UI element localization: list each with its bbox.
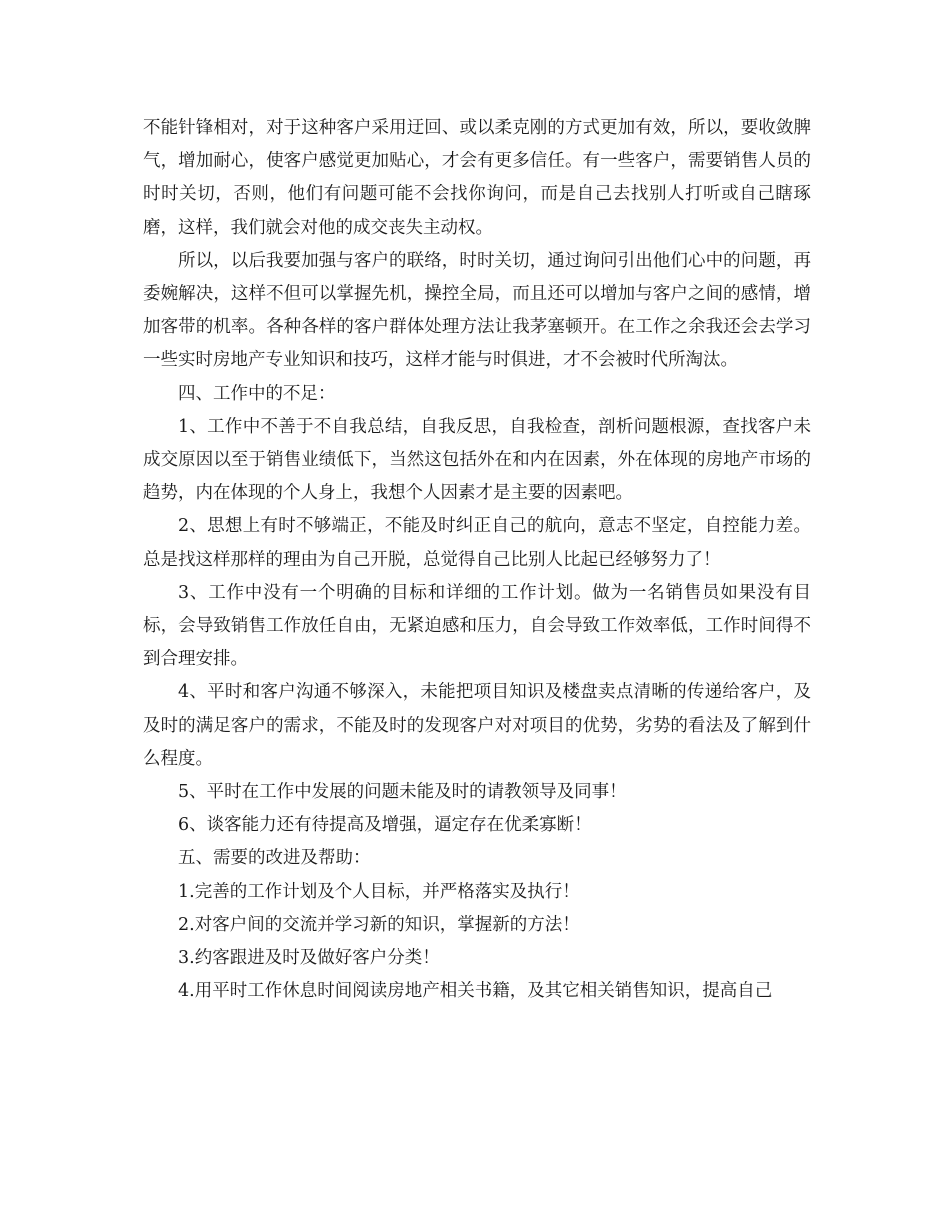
section-heading-shortcomings: 四、工作中的不足： — [178, 383, 336, 404]
shortcoming-item-2: 2、思想上有时不够端正，不能及时纠正自己的航向，意志不坚定，自控能力差。总是找这样那样的理由为自己开脱，总觉得自己比别人比起已经够努力了！ — [143, 516, 811, 570]
section-heading-improvements: 五、需要的改进及帮助： — [178, 848, 371, 869]
shortcoming-item-6: 6、谈客能力还有待提高及增强，逼定存在优柔寡断！ — [178, 815, 592, 836]
shortcoming-item-4: 4、平时和客户沟通不够深入，未能把项目知识及楼盘卖点清晰的传递给客户，及及时的满足客户的需求，不能及时的发现客户对对项目的优势，劣势的看法及了解到什么程度。 — [143, 682, 811, 769]
shortcoming-item-3: 3、工作中没有一个明确的目标和详细的工作计划。做为一名销售员如果没有目标，会导致销售工作放任自由，无紧迫感和压力，自会导致工作效率低，工作时间得不到合理安排。 — [143, 582, 811, 670]
improvement-item-2: 2.对客户间的交流并学习新的知识，掌握新的方法！ — [178, 914, 580, 935]
paragraph-contact-plan: 所以，以后我要加强与客户的联络，时时关切，通过询问引出他们心中的问题，再委婉解决，这样不但可以掌握先机，操控全局，而且还可以增加与客户之间的感情，增加客带的机率。各种各样的客户群体处理方法让我茅塞顿开。在工作之余我还会去学习一些实时房地产专业知识和技巧，这样才能与时俱进，才不会被时代所淘汰。 — [143, 250, 811, 371]
improvement-item-1: 1.完善的工作计划及个人目标，并严格落实及执行！ — [178, 881, 580, 902]
shortcoming-item-5: 5、平时在工作中发展的问题未能及时的请教领导及同事！ — [178, 782, 627, 803]
improvement-item-4: 4.用平时工作休息时间阅读房地产相关书籍，及其它相关销售知识，提高自己 — [178, 981, 773, 1002]
improvement-item-3: 3.约客跟进及时及做好客户分类！ — [178, 948, 440, 969]
paragraph-continued: 不能针锋相对，对于这种客户采用迂回、或以柔克刚的方式更加有效，所以，要收敛脾气，增加耐心，使客户感觉更加贴心，才会有更多信任。有一些客户，需要销售人员的时时关切，否则，他们有问题可能不会找你询问，而是自己去找别人打听或自己瞎琢磨，这样，我们就会对他的成交丧失主动权。 — [143, 118, 811, 238]
document-body — [143, 112, 811, 1008]
shortcoming-item-1: 1、工作中不善于不自我总结，自我反思，自我检查，剖析问题根源，查找客户未成交原因以至于销售业绩低下，当然这包括外在和内在因素，外在体现的房地产市场的趋势，内在体现的个人身上，我想个人因素才是主要的因素吧。 — [143, 416, 811, 504]
